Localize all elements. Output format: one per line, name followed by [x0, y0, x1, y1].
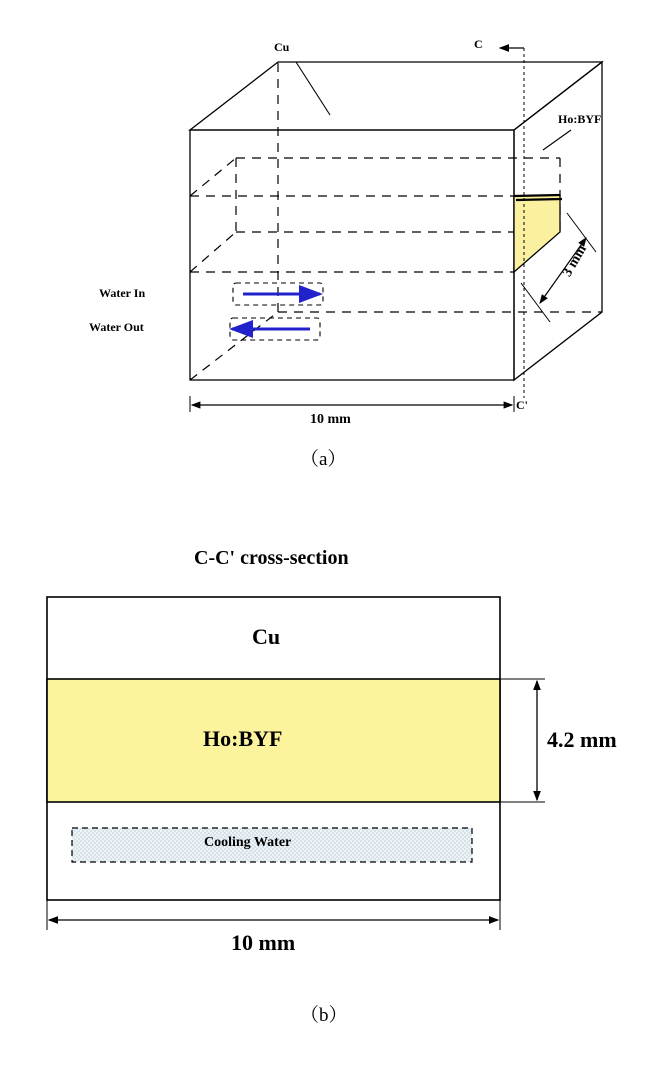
title-cross-section: C-C' cross-section [194, 547, 349, 569]
label-water-out: Water Out [89, 320, 144, 334]
dimension-depth-3d: 3 mm [560, 242, 590, 280]
label-crystal-section: Ho:BYF [203, 726, 283, 751]
dimension-width-3d: 10 mm [310, 412, 351, 427]
caption-panel-a: （a） [300, 449, 347, 470]
label-crystal-3d: Ho:BYF [558, 112, 602, 126]
caption-panel-b: （b） [300, 1005, 348, 1026]
panel-a-3d-box [190, 48, 602, 412]
dimension-width-section: 10 mm [231, 930, 296, 955]
panel-b-cross-section [47, 597, 545, 930]
label-cooling-water: Cooling Water [204, 835, 292, 850]
label-section-bottom: C' [516, 398, 528, 412]
label-cu-3d: Cu [274, 40, 290, 54]
label-cu-section: Cu [252, 624, 281, 649]
dimension-height-section: 4.2 mm [547, 727, 617, 752]
label-section-top: C [474, 37, 483, 51]
label-water-in: Water In [99, 286, 146, 300]
